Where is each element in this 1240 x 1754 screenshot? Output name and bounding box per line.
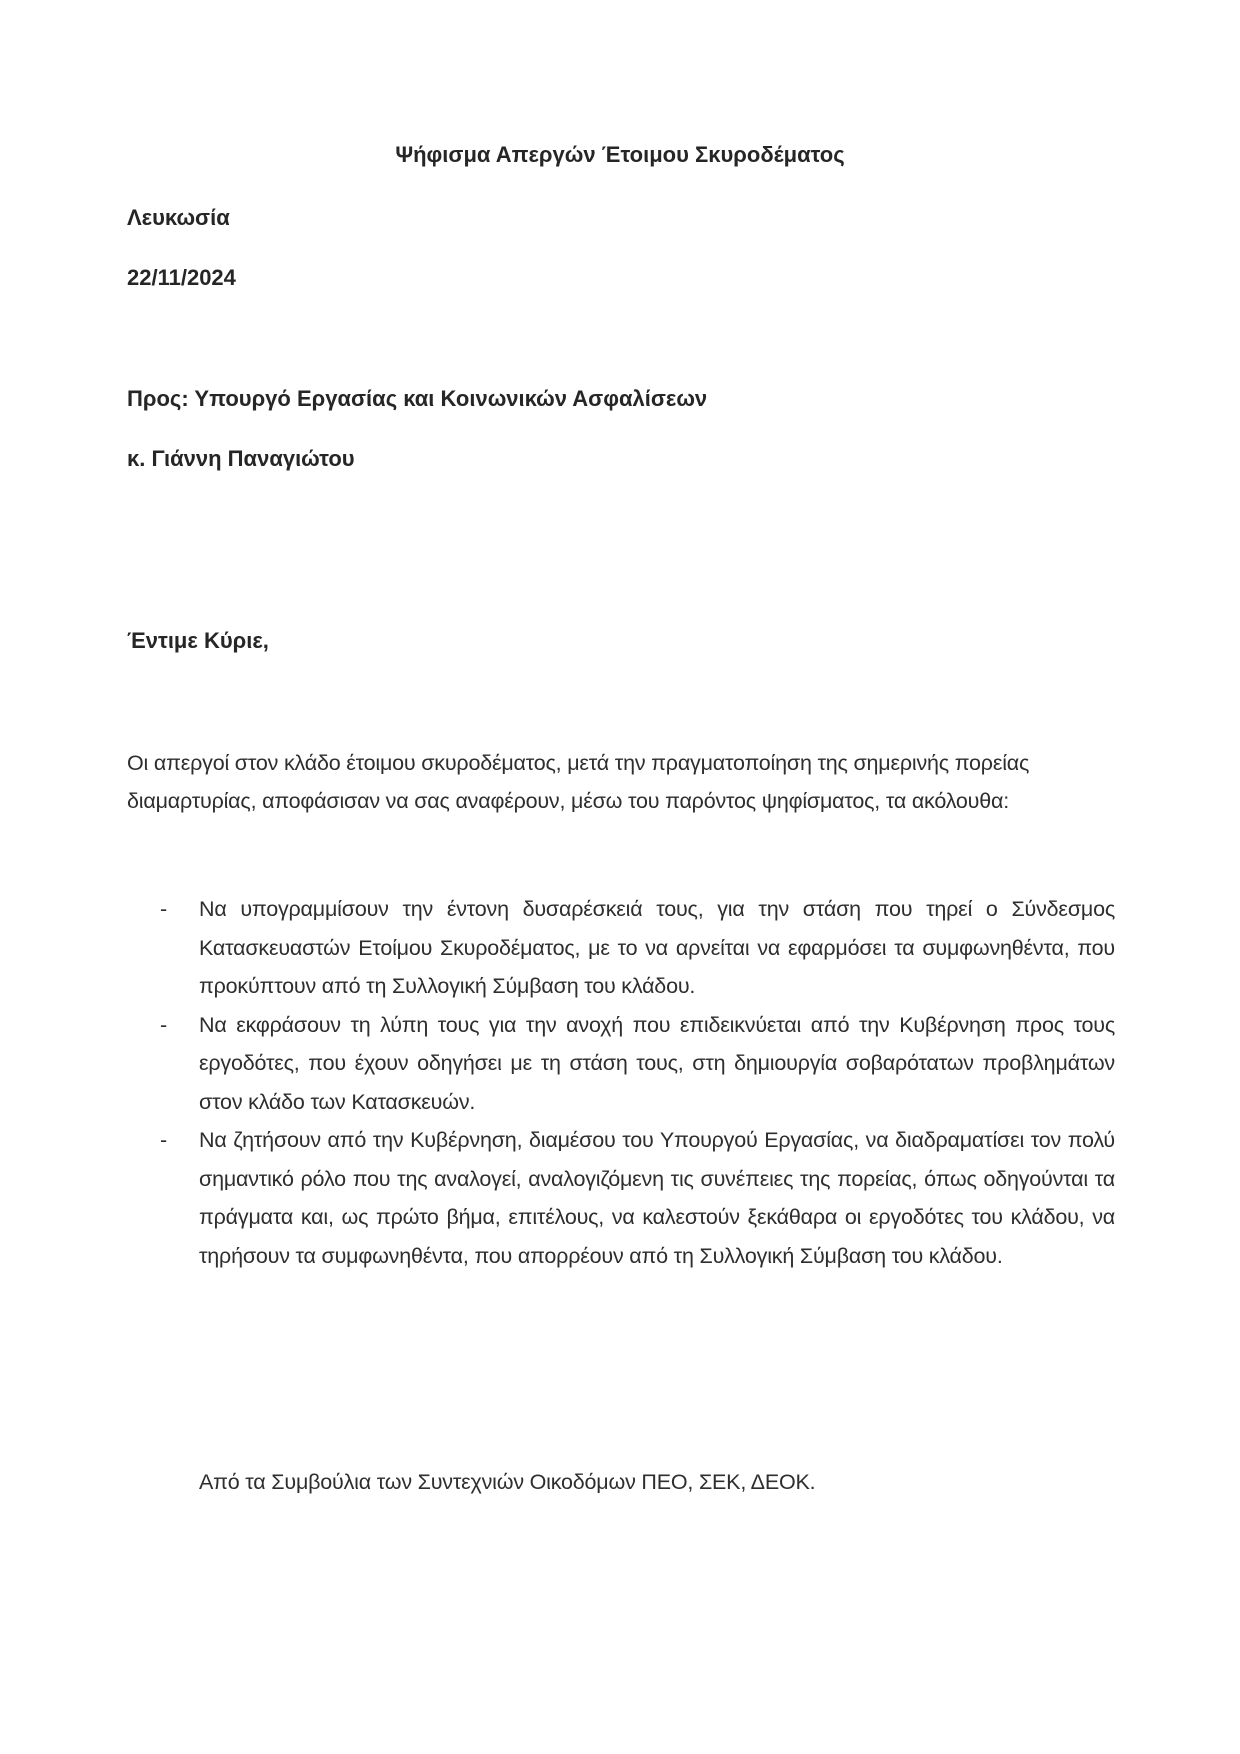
resolution-points [127,890,1115,1275]
resolution-point-text: Να ζητήσουν από την Κυβέρνηση, διαμέσου του Υπουργού Εργασίας, να διαδραματίσει τον πολύ σημαντικό ρόλο που της αναλογεί, αναλογιζόμενη τις συνέπειες της πορείας, όπως οδηγούνται τα πράγματα και, ως πρώτο βήμα, επιτέλους, να καλεστούν ξεκάθαρα οι εργοδότες του κλάδου, να τηρήσουν τα συμφωνηθέντα, που απορρέουν από τη Συλλογική Σύμβαση του κλάδου. [199,1128,1115,1268]
recipient-line-1: Προς: Υπουργό Εργασίας και Κοινωνικών Ασφαλίσεων [127,386,708,411]
document-title: Ψήφισμα Απεργών Έτοιμου Σκυροδέματος [395,142,845,167]
bullet-dash: - [160,897,167,921]
resolution-point-text: Να υπογραμμίσουν την έντονη δυσαρέσκειά τους, για την στάση που τηρεί ο Σύνδεσμος Κατασκευαστών Ετοίμου Σκυροδέματος, με το να αρνείται να εφαρμόσει τα συμφωνηθέντα, που προκύπτουν από τη Συλλογική Σύμβαση του κλάδου. [199,897,1115,998]
bullet-dash: - [160,1012,167,1037]
date: 22/11/2024 [127,265,236,290]
resolution-point [127,1006,1115,1122]
resolution-point [127,1121,1115,1275]
salutation: Έντιμε Κύριε, [127,628,269,653]
bullet-dash: - [160,1128,167,1152]
place: Λευκωσία [127,205,230,230]
recipient-line-2: κ. Γιάννη Παναγιώτου [127,446,355,471]
intro-paragraph: Οι απεργοί στον κλάδο έτοιμου σκυροδέματος, μετά την πραγματοποίηση της σημερινής πορείας διαμαρτυρίας, αποφάσισαν να σας αναφέρουν, μέσω του παρόντος ψηφίσματος, τα ακόλουθα: [127,751,1030,813]
resolution-point [127,890,1115,1006]
signature: Από τα Συμβούλια των Συντεχνιών Οικοδόμων ΠΕΟ, ΣΕΚ, ΔΕΟΚ. [199,1470,816,1494]
resolution-point-text: Να εκφράσουν τη λύπη τους για την ανοχή που επιδεικνύεται από την Κυβέρνηση προς τους εργοδότες, που έχουν οδηγήσει με τη στάση τους, στη δημιουργία σοβαρότατων προβλημάτων στον κλάδο των Κατασκευών. [199,1012,1115,1114]
